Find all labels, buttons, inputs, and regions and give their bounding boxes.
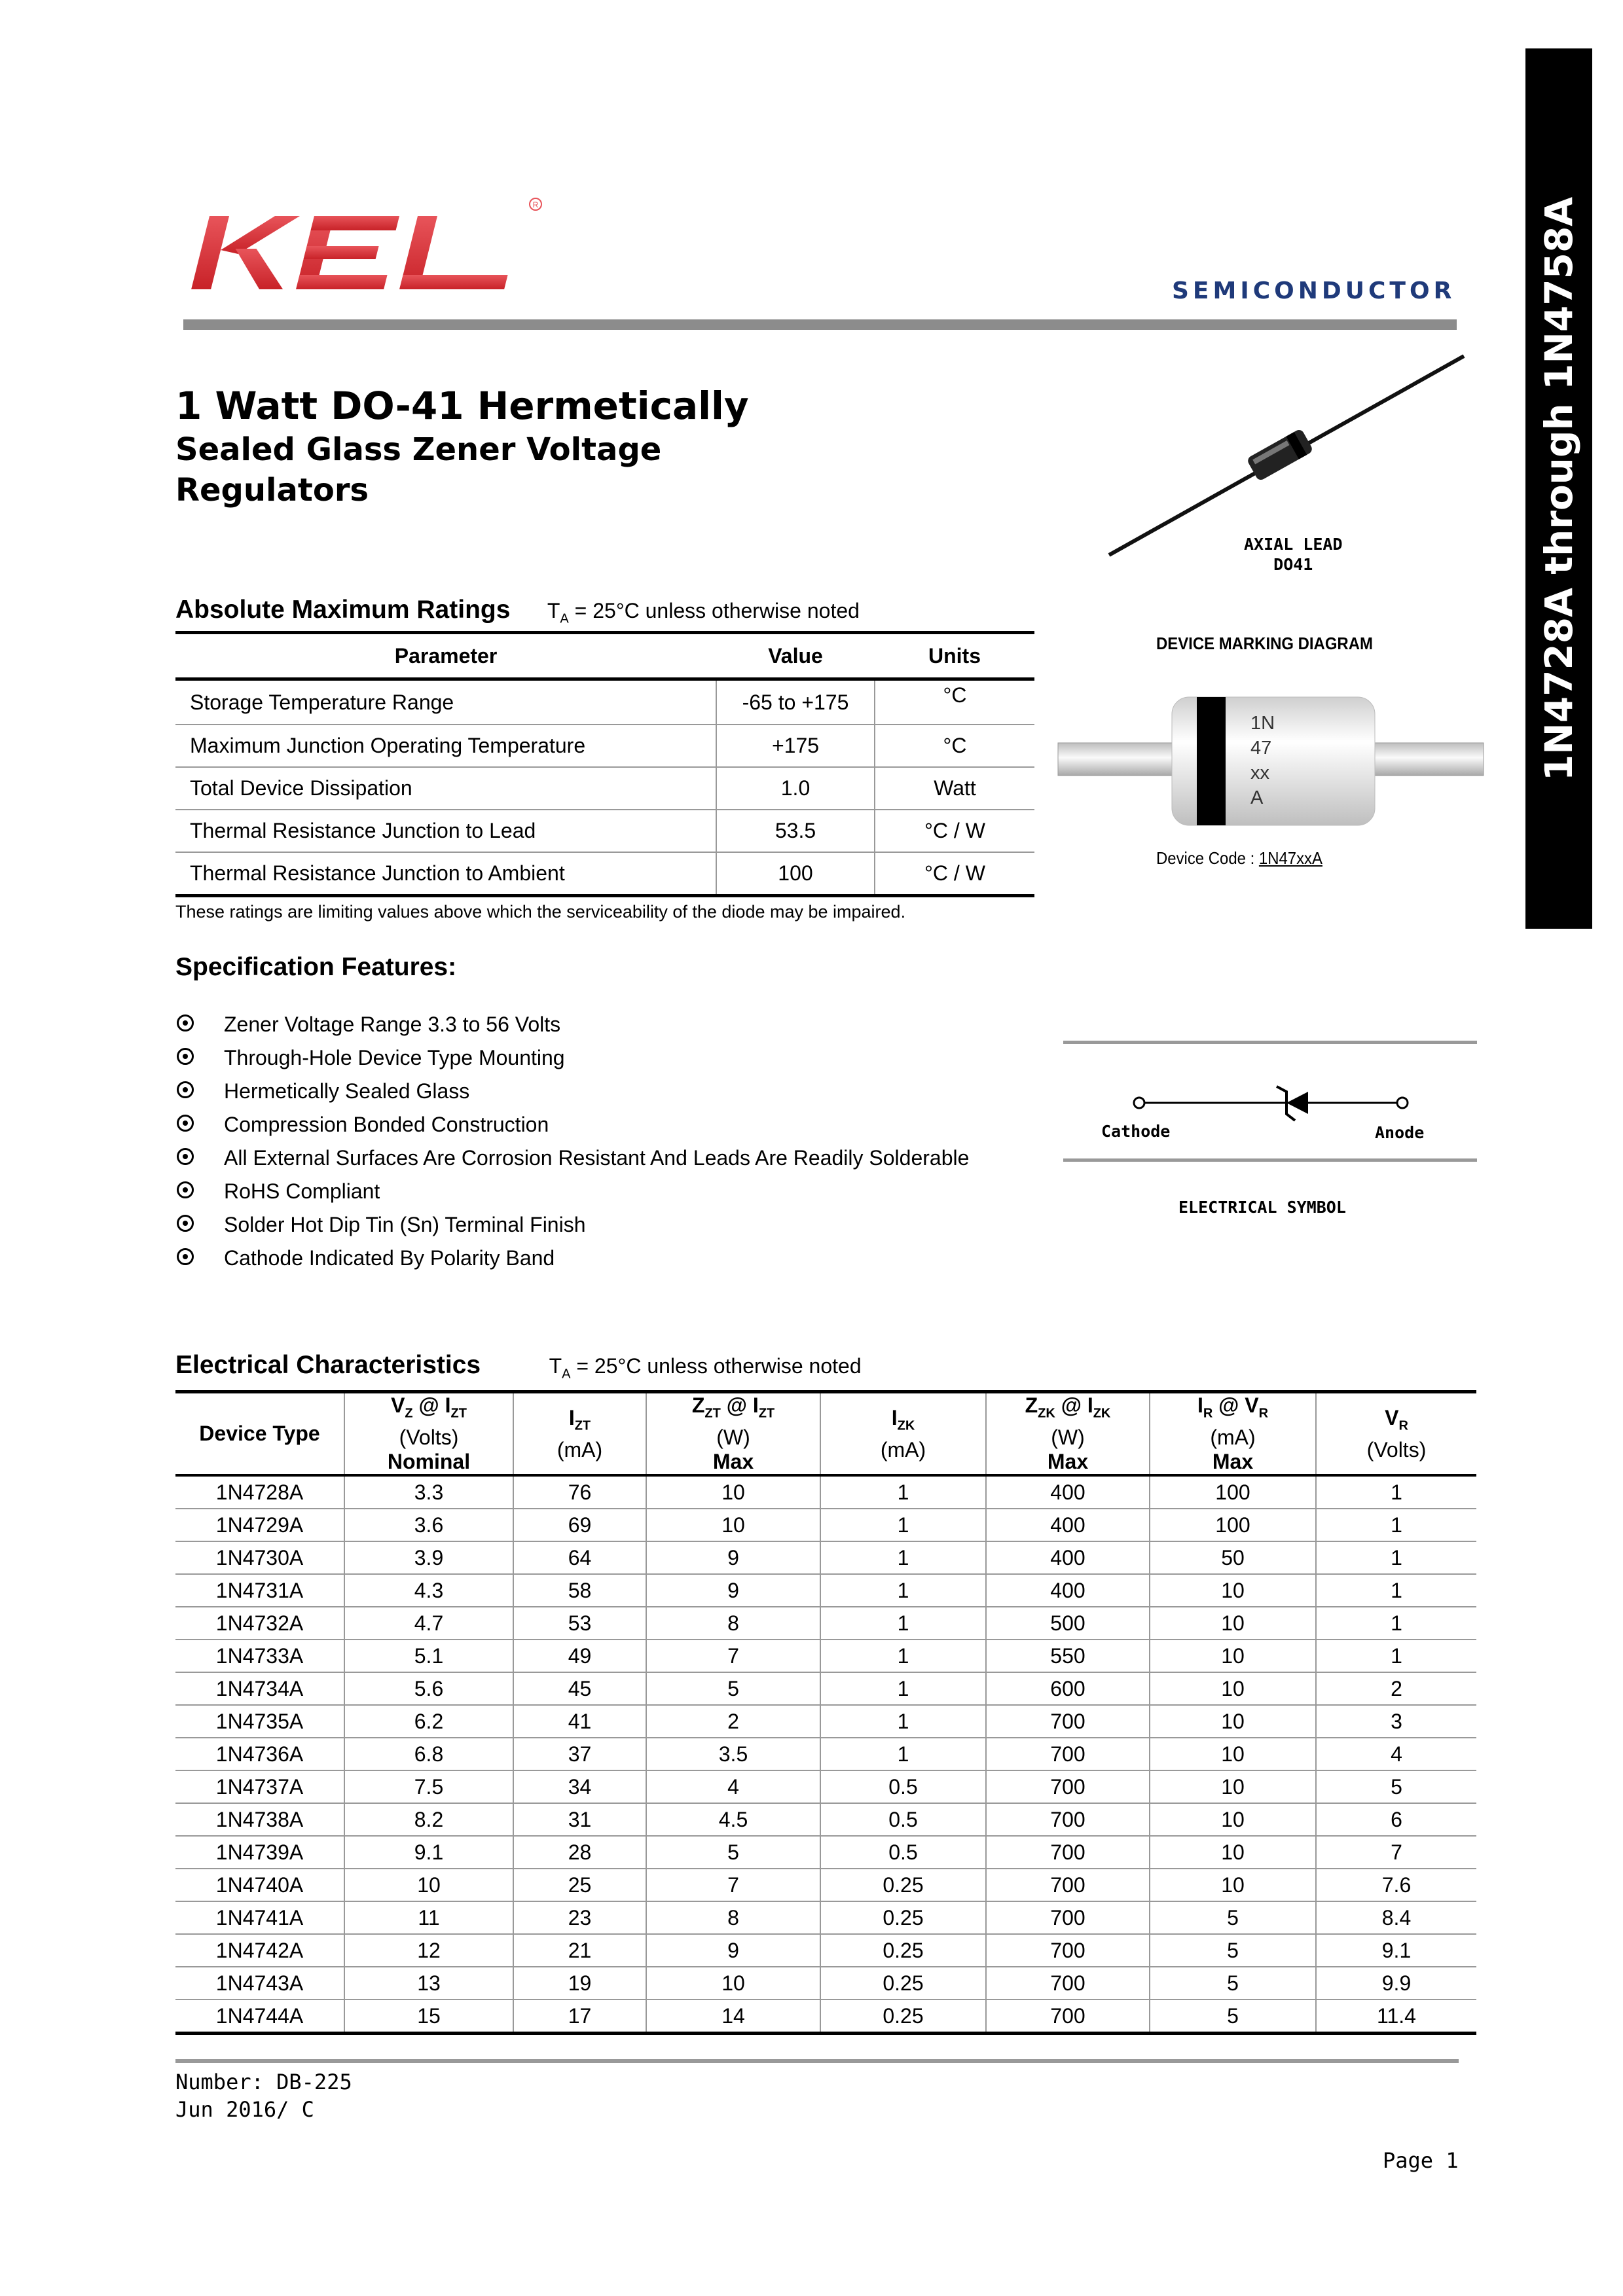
table-cell: 5 xyxy=(1316,1770,1476,1803)
document-date: Jun 2016/ C xyxy=(175,2097,314,2122)
document-number: Number: DB-225 xyxy=(175,2070,352,2094)
list-item: Solder Hot Dip Tin (Sn) Terminal Finish xyxy=(175,1208,969,1242)
table-row xyxy=(175,1541,1476,1574)
table-cell: 9.1 xyxy=(1316,1934,1476,1967)
table-cell: 400 xyxy=(986,1475,1150,1509)
list-item: All External Surfaces Are Corrosion Resistant And Leads Are Readily Solderable xyxy=(175,1141,969,1175)
table-cell: 700 xyxy=(986,1738,1150,1770)
table-row xyxy=(175,1901,1476,1934)
side-label: 1N4728A through 1N4758A xyxy=(1537,196,1581,781)
table-cell: 10 xyxy=(1150,1672,1316,1705)
table-cell: 4.5 xyxy=(646,1803,820,1836)
division-label: SEMICONDUCTOR xyxy=(1172,278,1456,304)
device-code: Device Code : 1N47xxA xyxy=(1156,848,1322,868)
table-cell: 6.2 xyxy=(344,1705,513,1738)
table-cell: 4 xyxy=(1316,1738,1476,1770)
table-cell: 17 xyxy=(513,2000,646,2034)
table-cell: 6 xyxy=(1316,1803,1476,1836)
table-cell: 13 xyxy=(344,1967,513,2000)
bullet-icon xyxy=(177,1014,194,1031)
table-row: Thermal Resistance Junction to Ambient 100 °C / W xyxy=(175,852,1034,896)
table-cell: 9.9 xyxy=(1316,1967,1476,2000)
ratings-note: These ratings are limiting values above which the serviceability of the diode may be impaired. xyxy=(175,902,906,922)
table-row: Thermal Resistance Junction to Lead 53.5 °C / W xyxy=(175,810,1034,852)
table-cell: 400 xyxy=(986,1509,1150,1541)
marking-text: 1N 47 xx A xyxy=(1250,713,1275,808)
features-heading: Specification Features: xyxy=(175,953,457,981)
table-cell: 45 xyxy=(513,1672,646,1705)
table-cell: 4.3 xyxy=(344,1574,513,1607)
table-cell: 11.4 xyxy=(1316,2000,1476,2034)
table-row xyxy=(175,1509,1476,1541)
table-row xyxy=(175,1967,1476,2000)
table-cell: 1 xyxy=(820,1475,986,1509)
col-izt: $I_{ZT}$ (mA) xyxy=(513,1392,646,1476)
table-cell: 9 xyxy=(646,1934,820,1967)
col-value: Value xyxy=(716,633,875,679)
table-row xyxy=(175,1640,1476,1672)
table-cell: 1 xyxy=(1316,1607,1476,1640)
table-cell: 1 xyxy=(820,1738,986,1770)
table-cell: 1 xyxy=(820,1574,986,1607)
electrical-heading-row xyxy=(175,1351,862,1382)
table-cell: 5 xyxy=(1150,1967,1316,2000)
table-cell: 1N4744A xyxy=(175,2000,344,2034)
symbol-caption: ELECTRICAL SYMBOL xyxy=(1178,1198,1346,1217)
table-cell: 700 xyxy=(986,1901,1150,1934)
table-cell: 49 xyxy=(513,1640,646,1672)
device-code-value: 1N47xxA xyxy=(1258,848,1322,868)
table-cell: 600 xyxy=(986,1672,1150,1705)
table-cell: 7.5 xyxy=(344,1770,513,1803)
table-cell: 5 xyxy=(1150,1934,1316,1967)
table-cell: 1N4739A xyxy=(175,1836,344,1869)
table-cell: 28 xyxy=(513,1836,646,1869)
footer-rule xyxy=(175,2059,1459,2063)
table-cell: 400 xyxy=(986,1541,1150,1574)
table-row xyxy=(175,1836,1476,1869)
abs-max-condition: $T_A = 25^\circ C$ unless otherwise noted xyxy=(547,599,860,626)
table-cell: 76 xyxy=(513,1475,646,1509)
table-cell: 100 xyxy=(1150,1509,1316,1541)
table-cell: 1N4737A xyxy=(175,1770,344,1803)
table-cell: 1N4728A xyxy=(175,1475,344,1509)
table-cell: 8 xyxy=(646,1607,820,1640)
table-row xyxy=(175,1607,1476,1640)
table-cell: 10 xyxy=(1150,1574,1316,1607)
bullet-icon xyxy=(177,1215,194,1232)
table-cell: 1N4732A xyxy=(175,1607,344,1640)
table-cell: 5 xyxy=(1150,2000,1316,2034)
table-cell: 1 xyxy=(820,1672,986,1705)
abs-max-heading: Absolute Maximum Ratings xyxy=(175,596,511,624)
table-cell: 64 xyxy=(513,1541,646,1574)
registered-mark: R xyxy=(532,200,539,209)
electrical-condition: $T_A = 25^\circ C$ unless otherwise noted xyxy=(549,1354,862,1382)
col-ir: $I_R$ @ $V_R$ (mA) Max xyxy=(1150,1392,1316,1476)
table-cell: 69 xyxy=(513,1509,646,1541)
header-rule xyxy=(183,319,1457,330)
document-info xyxy=(175,2068,352,2123)
table-row xyxy=(175,1803,1476,1836)
table-cell: 1N4734A xyxy=(175,1672,344,1705)
table-cell: 700 xyxy=(986,1869,1150,1901)
table-cell: 1N4743A xyxy=(175,1967,344,2000)
table-cell: 25 xyxy=(513,1869,646,1901)
table-cell: 23 xyxy=(513,1901,646,1934)
table-cell: 1 xyxy=(1316,1541,1476,1574)
features-list xyxy=(175,1008,969,1275)
table-cell: 4 xyxy=(646,1770,820,1803)
table-cell: 700 xyxy=(986,1836,1150,1869)
table-cell: 4.7 xyxy=(344,1607,513,1640)
package-label: AXIAL LEAD DO41 xyxy=(1244,535,1343,574)
table-row: Maximum Junction Operating Temperature +175 °C xyxy=(175,725,1034,767)
table-row xyxy=(175,1574,1476,1607)
table-cell: 1N4733A xyxy=(175,1640,344,1672)
col-zzt: $Z_{ZT}$ @ $I_{ZT}$ (W) Max xyxy=(646,1392,820,1476)
table-cell: 5 xyxy=(646,1836,820,1869)
table-cell: 7 xyxy=(1316,1836,1476,1869)
table-cell: 1 xyxy=(820,1640,986,1672)
zener-symbol-drawing xyxy=(1061,1041,1480,1172)
table-cell: 1N4741A xyxy=(175,1901,344,1934)
abs-max-table xyxy=(175,631,1034,897)
cathode-label: Cathode xyxy=(1101,1122,1171,1141)
table-cell: 1N4729A xyxy=(175,1509,344,1541)
table-cell: 1 xyxy=(1316,1640,1476,1672)
table-cell: 10 xyxy=(1150,1869,1316,1901)
col-device-type: Device Type xyxy=(175,1392,344,1476)
table-cell: 10 xyxy=(1150,1705,1316,1738)
table-cell: 1 xyxy=(820,1607,986,1640)
page-number: Page 1 xyxy=(1383,2148,1459,2173)
table-row xyxy=(175,1738,1476,1770)
table-cell: 41 xyxy=(513,1705,646,1738)
table-cell: 0.25 xyxy=(820,1934,986,1967)
list-item: Zener Voltage Range 3.3 to 56 Volts xyxy=(175,1008,969,1041)
table-cell: 700 xyxy=(986,1967,1150,2000)
table-cell: 3.3 xyxy=(344,1475,513,1509)
table-cell: 1 xyxy=(1316,1475,1476,1509)
table-cell: 10 xyxy=(646,1967,820,2000)
table-cell: 1N4730A xyxy=(175,1541,344,1574)
table-cell: 700 xyxy=(986,1934,1150,1967)
table-cell: 10 xyxy=(1150,1836,1316,1869)
table-cell: 50 xyxy=(1150,1541,1316,1574)
col-units: Units xyxy=(875,633,1034,679)
bullet-icon xyxy=(177,1048,194,1065)
table-cell: 700 xyxy=(986,1705,1150,1738)
table-cell: 19 xyxy=(513,1967,646,2000)
table-cell: 58 xyxy=(513,1574,646,1607)
table-cell: 9.1 xyxy=(344,1836,513,1869)
table-cell: 700 xyxy=(986,2000,1150,2034)
table-cell: 37 xyxy=(513,1738,646,1770)
table-row: Total Device Dissipation 1.0 Watt xyxy=(175,767,1034,810)
list-item: Through-Hole Device Type Mounting xyxy=(175,1041,969,1075)
table-cell: 1N4731A xyxy=(175,1574,344,1607)
table-cell: 12 xyxy=(344,1934,513,1967)
table-cell: 9 xyxy=(646,1574,820,1607)
table-row xyxy=(175,1705,1476,1738)
table-cell: 8.2 xyxy=(344,1803,513,1836)
col-vr: $V_R$ (Volts) xyxy=(1316,1392,1476,1476)
table-cell: 2 xyxy=(1316,1672,1476,1705)
table-cell: 400 xyxy=(986,1574,1150,1607)
bullet-icon xyxy=(177,1148,194,1165)
col-zzk: $Z_{ZK}$ @ $I_{ZK}$ (W) Max xyxy=(986,1392,1150,1476)
table-cell: 0.25 xyxy=(820,2000,986,2034)
table-row xyxy=(175,1934,1476,1967)
table-row xyxy=(175,1770,1476,1803)
table-cell: 21 xyxy=(513,1934,646,1967)
marking-diagram-title: DEVICE MARKING DIAGRAM xyxy=(1156,634,1373,653)
table-cell: 3.5 xyxy=(646,1738,820,1770)
table-cell: 5 xyxy=(1150,1901,1316,1934)
table-cell: 7 xyxy=(646,1640,820,1672)
page-title: 1 Watt DO-41 Hermetically xyxy=(175,384,749,428)
kel-logo xyxy=(177,190,556,301)
table-cell: 10 xyxy=(1150,1738,1316,1770)
electrical-table xyxy=(175,1390,1476,2035)
table-cell: 5.1 xyxy=(344,1640,513,1672)
side-label-bar xyxy=(1525,48,1592,929)
table-cell: 500 xyxy=(986,1607,1150,1640)
table-row xyxy=(175,1869,1476,1901)
table-header xyxy=(175,1392,1476,1476)
bullet-icon xyxy=(177,1081,194,1098)
abs-max-heading-row xyxy=(175,596,860,626)
table-cell: 8 xyxy=(646,1901,820,1934)
table-cell: 0.25 xyxy=(820,1901,986,1934)
table-row xyxy=(175,1475,1476,1509)
page-subtitle: Sealed Glass Zener Voltage Regulators xyxy=(175,431,662,509)
list-item: RoHS Compliant xyxy=(175,1175,969,1208)
anode-label: Anode xyxy=(1375,1123,1425,1142)
table-cell: 1 xyxy=(820,1509,986,1541)
table-cell: 1 xyxy=(1316,1509,1476,1541)
table-cell: 1N4738A xyxy=(175,1803,344,1836)
table-cell: 34 xyxy=(513,1770,646,1803)
table-cell: 2 xyxy=(646,1705,820,1738)
table-cell: 1N4742A xyxy=(175,1934,344,1967)
table-header xyxy=(175,633,1034,679)
bullet-icon xyxy=(177,1248,194,1265)
table-cell: 1N4735A xyxy=(175,1705,344,1738)
table-cell: 0.5 xyxy=(820,1803,986,1836)
table-cell: 5.6 xyxy=(344,1672,513,1705)
table-cell: 1 xyxy=(1316,1574,1476,1607)
col-vz: $V_Z$ @ $I_{ZT}$ (Volts) Nominal xyxy=(344,1392,513,1476)
table-cell: 7 xyxy=(646,1869,820,1901)
table-cell: 9 xyxy=(646,1541,820,1574)
table-cell: 10 xyxy=(1150,1770,1316,1803)
table-cell: 550 xyxy=(986,1640,1150,1672)
table-cell: 700 xyxy=(986,1803,1150,1836)
bullet-icon xyxy=(177,1181,194,1198)
col-izk: $I_{ZK}$ (mA) xyxy=(820,1392,986,1476)
col-parameter: Parameter xyxy=(175,633,716,679)
table-cell: 11 xyxy=(344,1901,513,1934)
table-cell: 6.8 xyxy=(344,1738,513,1770)
table-cell: 100 xyxy=(1150,1475,1316,1509)
table-cell: 7.6 xyxy=(1316,1869,1476,1901)
table-cell: 31 xyxy=(513,1803,646,1836)
table-cell: 3 xyxy=(1316,1705,1476,1738)
list-item: Compression Bonded Construction xyxy=(175,1108,969,1141)
list-item: Hermetically Sealed Glass xyxy=(175,1075,969,1108)
table-cell: 15 xyxy=(344,2000,513,2034)
table-cell: 10 xyxy=(1150,1803,1316,1836)
table-cell: 53 xyxy=(513,1607,646,1640)
table-cell: 10 xyxy=(1150,1640,1316,1672)
table-cell: 5 xyxy=(646,1672,820,1705)
table-cell: 0.5 xyxy=(820,1770,986,1803)
table-cell: 3.9 xyxy=(344,1541,513,1574)
table-cell: 0.5 xyxy=(820,1836,986,1869)
table-cell: 10 xyxy=(646,1509,820,1541)
table-cell: 1 xyxy=(820,1541,986,1574)
list-item: Cathode Indicated By Polarity Band xyxy=(175,1242,969,1275)
table-cell: 10 xyxy=(1150,1607,1316,1640)
table-cell: 0.25 xyxy=(820,1967,986,2000)
table-cell: 3.6 xyxy=(344,1509,513,1541)
table-row xyxy=(175,2000,1476,2034)
table-cell: 10 xyxy=(646,1475,820,1509)
table-cell: 1 xyxy=(820,1705,986,1738)
table-cell: 8.4 xyxy=(1316,1901,1476,1934)
table-cell: 1N4736A xyxy=(175,1738,344,1770)
table-cell: 10 xyxy=(344,1869,513,1901)
table-cell: 700 xyxy=(986,1770,1150,1803)
electrical-heading: Electrical Characteristics xyxy=(175,1351,481,1379)
bullet-icon xyxy=(177,1115,194,1132)
table-cell: 0.25 xyxy=(820,1869,986,1901)
axial-lead-diode-drawing xyxy=(1100,347,1473,563)
table-cell: 1N4740A xyxy=(175,1869,344,1901)
table-row: Storage Temperature Range -65 to +175 °C xyxy=(175,679,1034,725)
table-row xyxy=(175,1672,1476,1705)
table-cell: 14 xyxy=(646,2000,820,2034)
